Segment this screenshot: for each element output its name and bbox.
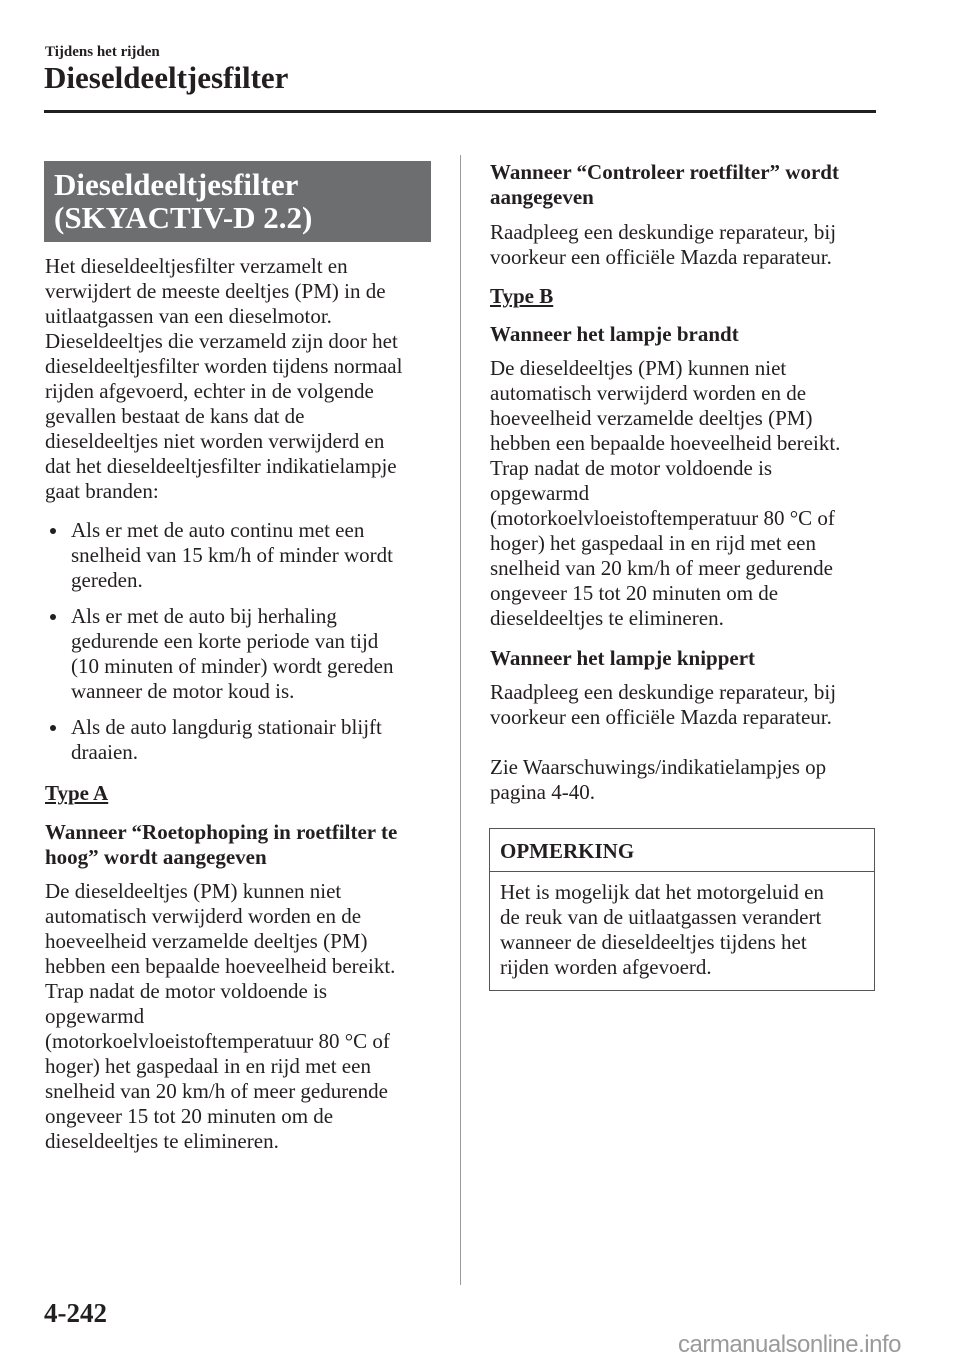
- text-line: hoger) het gaspedaal in en rijd met een: [490, 531, 816, 555]
- text-line: voorkeur een officiële Mazda reparateur.: [490, 705, 832, 729]
- bullet-icon: [50, 725, 56, 731]
- text-line: Als er met de auto continu met een: [71, 518, 365, 542]
- type-a-heading: Type A: [45, 781, 109, 805]
- text-line: hoger) het gaspedaal in en rijd met een: [45, 1054, 371, 1078]
- text-line: aangegeven: [490, 185, 594, 209]
- text-line: rijden afgevoerd, echter in de volgende: [45, 379, 374, 403]
- watermark: carmanualsonline.info: [678, 1331, 901, 1358]
- text-line: wanneer de motor koud is.: [71, 679, 295, 703]
- note-title: OPMERKING: [490, 829, 874, 872]
- text-line: dat het dieseldeeltjesfilter indikatielampje: [45, 454, 397, 478]
- text-line: (motorkoelvloeistoftemperatuur 80 °C of: [45, 1029, 390, 1053]
- text-line: de reuk van de uitlaatgassen verandert: [500, 905, 822, 929]
- header-rule: [44, 110, 876, 113]
- section-title-line: Dieseldeeltjesfilter: [54, 167, 299, 202]
- text-line: gedurende een korte periode van tijd: [71, 629, 379, 653]
- list-item: [45, 604, 445, 704]
- roetophoping-heading: [45, 820, 445, 870]
- text-line: De dieseldeeltjes (PM) kunnen niet: [45, 879, 342, 903]
- text-line: hebben een bepaalde hoeveelheid bereikt.: [490, 431, 841, 455]
- intro-paragraph: [45, 254, 445, 504]
- reference-paragraph: [490, 755, 890, 805]
- text-line: opgewarmd: [490, 481, 590, 505]
- text-line: snelheid van 15 km/h of minder wordt: [71, 543, 393, 567]
- text-line: gevallen bestaat de kans dat de: [45, 404, 305, 428]
- page-reference-link[interactable]: pagina 4-40.: [490, 780, 595, 804]
- lampje-brandt-heading: Wanneer het lampje brandt: [490, 322, 739, 346]
- page-number: 4-242: [44, 1298, 107, 1328]
- text-line: Wanneer “Controleer roetfilter” wordt: [490, 160, 839, 184]
- controleer-body: [490, 220, 890, 270]
- list-item: [45, 518, 445, 593]
- text-line: verwijdert de meeste deeltjes (PM) in de: [45, 279, 386, 303]
- text-line: rijden worden afgevoerd.: [500, 955, 712, 979]
- note-box: [489, 828, 875, 991]
- type-a-body: [45, 879, 445, 1154]
- text-line: Het is mogelijk dat het motorgeluid en: [500, 880, 824, 904]
- note-body: [490, 872, 874, 980]
- text-line: snelheid van 20 km/h of meer gedurende: [490, 556, 833, 580]
- text-line: dieseldeeltjes te elimineren.: [490, 606, 724, 630]
- text-line: gereden.: [71, 568, 143, 592]
- text-line: hoeveelheid verzamelde deeltjes (PM): [45, 929, 368, 953]
- text-line: Als er met de auto bij herhaling: [71, 604, 337, 628]
- page-title: Dieseldeeltjesfilter: [44, 60, 289, 95]
- chapter-label: Tijdens het rijden: [45, 44, 160, 60]
- text-line: automatisch verwijderd worden en de: [490, 381, 807, 405]
- column-divider: [460, 155, 461, 1285]
- text-line: Raadpleeg een deskundige reparateur, bij: [490, 680, 837, 704]
- text-line: (10 minuten of minder) wordt gereden: [71, 654, 394, 678]
- text-line: Als de auto langdurig stationair blijft: [71, 715, 382, 739]
- list-item: [45, 715, 445, 765]
- text-line: Trap nadat de motor voldoende is: [45, 979, 328, 1003]
- text-line: dieseldeeltjesfilter worden tijdens normaal: [45, 354, 403, 378]
- text-line: ongeveer 15 tot 20 minuten om de: [490, 581, 779, 605]
- lampje-brandt-body: [490, 356, 890, 631]
- text-line: Het dieseldeeltjesfilter verzamelt en: [45, 254, 348, 278]
- text-line: draaien.: [71, 740, 139, 764]
- text-line: De dieseldeeltjes (PM) kunnen niet: [490, 356, 787, 380]
- text-line: Wanneer “Roetophoping in roetfilter te: [45, 820, 398, 844]
- text-line: hoog” wordt aangegeven: [45, 845, 267, 869]
- text-line: automatisch verwijderd worden en de: [45, 904, 362, 928]
- text-line: opgewarmd: [45, 1004, 145, 1028]
- text-line: (motorkoelvloeistoftemperatuur 80 °C of: [490, 506, 835, 530]
- text-line: hoeveelheid verzamelde deeltjes (PM): [490, 406, 813, 430]
- lampje-knippert-body: [490, 680, 890, 730]
- text-line: voorkeur een officiële Mazda reparateur.: [490, 245, 832, 269]
- controleer-heading: [490, 160, 890, 210]
- text-line: gaat branden:: [45, 479, 159, 503]
- text-line: snelheid van 20 km/h of meer gedurende: [45, 1079, 388, 1103]
- text-line: wanneer de dieseldeeltjes tijdens het: [500, 930, 807, 954]
- section-title-box: [44, 161, 431, 242]
- lampje-knippert-heading: Wanneer het lampje knippert: [490, 646, 756, 670]
- conditions-list: [45, 518, 445, 776]
- text-line: dieseldeeltjes te elimineren.: [45, 1129, 279, 1153]
- text-line: hebben een bepaalde hoeveelheid bereikt.: [45, 954, 396, 978]
- text-line: Trap nadat de motor voldoende is: [490, 456, 773, 480]
- section-title-line: (SKYACTIV-D 2.2): [54, 200, 313, 235]
- text-line: Dieseldeeltjes die verzameld zijn door het: [45, 329, 398, 353]
- text-line: ongeveer 15 tot 20 minuten om de: [45, 1104, 334, 1128]
- text-line: uitlaatgassen van een dieselmotor.: [45, 304, 332, 328]
- type-b-heading: Type B: [490, 284, 554, 308]
- bullet-icon: [50, 528, 56, 534]
- page-reference-link[interactable]: Zie Waarschuwings/indikatielampjes op: [490, 755, 827, 779]
- text-line: dieseldeeltjes niet worden verwijderd en: [45, 429, 385, 453]
- bullet-icon: [50, 614, 56, 620]
- text-line: Raadpleeg een deskundige reparateur, bij: [490, 220, 837, 244]
